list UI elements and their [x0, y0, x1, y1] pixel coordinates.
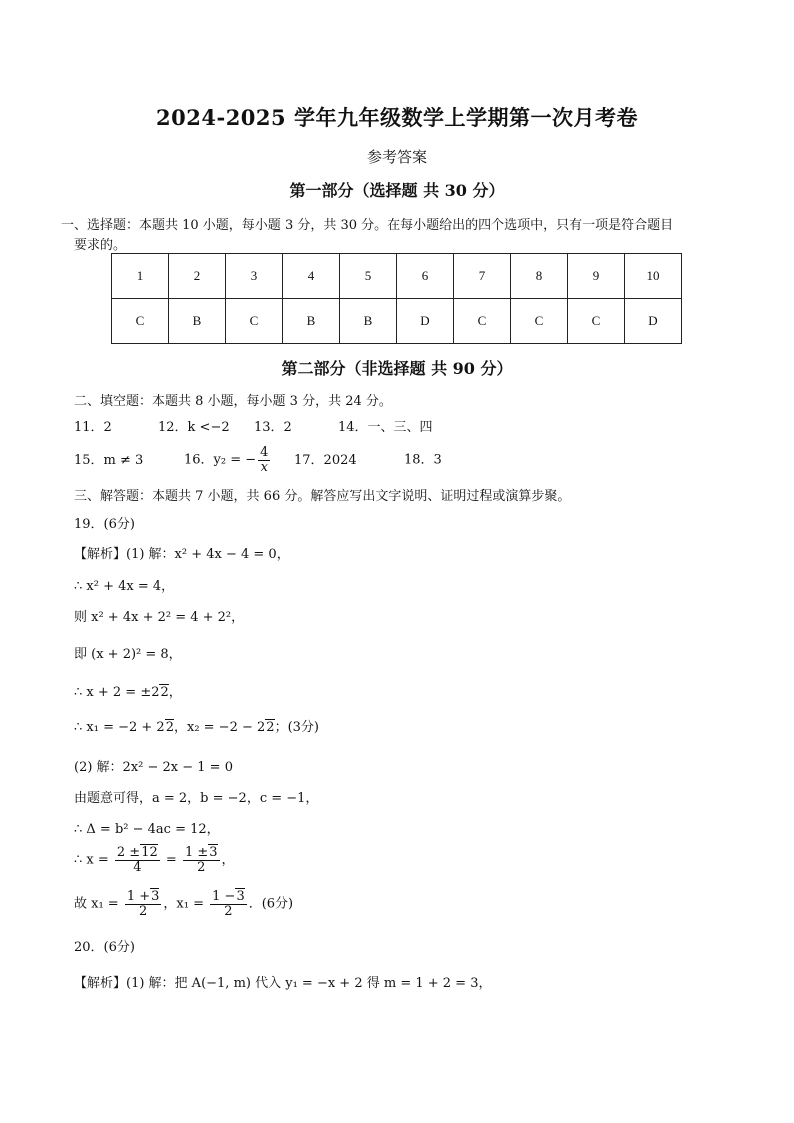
square-root: 3: [236, 889, 245, 904]
q19-line-10-suffix: ，: [221, 852, 235, 868]
table-cell: B: [283, 299, 340, 344]
table-cell: D: [397, 299, 454, 344]
fraction: [210, 890, 247, 918]
table-cell: C: [511, 299, 568, 344]
square-root: 3: [151, 889, 160, 904]
q19-line-10: [74, 846, 235, 874]
q19-line-11-suffix: ．(6分): [248, 896, 294, 912]
table-cell: 1: [112, 254, 169, 299]
q19-line-3: 则 x² + 4x + 2² = 4 + 2²，: [74, 610, 245, 625]
table-cell: 3: [226, 254, 283, 299]
table-cell: C: [568, 299, 625, 344]
q19-line-4: 即 (x + 2)² = 8，: [74, 647, 182, 662]
fill-answer-16: [184, 446, 294, 474]
q20-label: 20．(6分): [74, 940, 135, 955]
choice-answer-table: [111, 253, 682, 344]
q19-line-9: ∴ Δ = b² − 4ac = 12，: [74, 822, 220, 837]
fraction-numerator: [183, 846, 220, 861]
fraction: [183, 846, 220, 874]
fill-row-2: [74, 446, 442, 474]
square-root: 2: [160, 685, 169, 700]
page-title: 2024-2025 学年九年级数学上学期第一次月考卷: [156, 105, 638, 130]
fraction-denominator: x: [260, 459, 268, 475]
q19-line-6: [74, 716, 319, 735]
table-cell: 4: [283, 254, 340, 299]
fraction-numerator: [125, 890, 162, 905]
table-cell: 5: [340, 254, 397, 299]
fraction: [258, 446, 270, 474]
fill-answer-14: 14．一、三、四: [338, 420, 433, 435]
fraction: [125, 890, 162, 918]
q19-line-11-mid: ，x₁ =: [163, 896, 204, 912]
fraction-numerator: [115, 846, 160, 861]
square-root: 2: [165, 720, 174, 735]
table-cell: 10: [625, 254, 682, 299]
q19-line-6-b: ，x₂ = −2 − 2: [173, 720, 266, 735]
q19-line-1: 【解析】(1) 解：x² + 4x − 4 = 0，: [74, 547, 290, 562]
fraction-denominator: 2: [138, 903, 148, 919]
q19-line-5-suffix: ，: [168, 685, 182, 700]
fill-answer-11: 11．2: [74, 420, 112, 435]
table-cell: 2: [169, 254, 226, 299]
q19-label: 19．(6分): [74, 517, 135, 532]
q19-line-10-prefix: ∴ x =: [74, 852, 109, 868]
table-row-numbers: [112, 254, 682, 299]
fill-answer-18: 18．3: [404, 452, 442, 468]
table-cell: 7: [454, 254, 511, 299]
square-root: 2: [266, 720, 275, 735]
part1-heading: 第一部分（选择题 共 30 分）: [289, 181, 505, 200]
q19-line-6-c: ；(3分): [274, 720, 319, 735]
table-cell: 9: [568, 254, 625, 299]
fraction-denominator: 4: [133, 859, 142, 875]
table-cell: C: [226, 299, 283, 344]
q20-line-1: 【解析】(1) 解：把 A(−1, m) 代入 y₁ = −x + 2 得 m = 1 + 2 = 3，: [74, 976, 492, 991]
fill-row-1: [74, 416, 433, 435]
fill-answer-16-prefix: 16．y₂ = −: [184, 452, 257, 468]
fill-answer-13: 13．2: [254, 420, 292, 435]
table-cell: 6: [397, 254, 454, 299]
page-subtitle: 参考答案: [366, 148, 427, 166]
numerator-text: 1 −: [212, 889, 236, 904]
equals-sign: =: [165, 852, 177, 868]
numerator-text: 1 ±: [184, 845, 209, 860]
fraction-denominator: 2: [197, 859, 206, 875]
square-root: 12: [141, 845, 158, 860]
part2-heading: 第二部分（非选择题 共 90 分）: [281, 359, 513, 378]
table-cell: C: [454, 299, 511, 344]
table-cell: B: [169, 299, 226, 344]
q19-line-11: [74, 890, 293, 918]
part1-instruction-line1: 一、选择题：本题共 10 小题，每小题 3 分，共 30 分。在每小题给出的四个选项中，只有一项是符合题目: [61, 218, 674, 233]
fill-instruction: 二、填空题：本题共 8 小题，每小题 3 分，共 24 分。: [74, 394, 392, 409]
table-cell: C: [112, 299, 169, 344]
q19-line-5-prefix: ∴ x + 2 = ±2: [74, 685, 160, 700]
table-cell: D: [625, 299, 682, 344]
q19-line-6-a: ∴ x₁ = −2 + 2: [74, 720, 165, 735]
fill-answer-15: 15．m ≠ 3: [74, 452, 144, 468]
numerator-text: 1 +: [126, 889, 151, 904]
q19-line-8: 由题意可得，a = 2，b = −2，c = −1，: [74, 791, 319, 806]
fill-answer-12: 12．k <−2: [158, 420, 230, 435]
part1-instruction-line2: 要求的。: [74, 238, 127, 253]
numerator-text: 2 ±: [116, 845, 141, 860]
solve-instruction: 三、解答题：本题共 7 小题，共 66 分。解答应写出文字说明、证明过程或演算步聚。: [74, 489, 571, 504]
square-root: 3: [209, 845, 218, 860]
fraction-numerator: 4: [260, 445, 269, 460]
q19-line-11-prefix: 故 x₁ =: [74, 896, 119, 912]
table-row-answers: [112, 299, 682, 344]
fraction-numerator: [210, 890, 247, 905]
table-cell: 8: [511, 254, 568, 299]
fraction-denominator: 2: [224, 903, 233, 919]
q19-line-5: [74, 681, 182, 700]
q19-line-2: ∴ x² + 4x = 4，: [74, 579, 175, 594]
fill-answer-17: 17．2024: [294, 452, 357, 468]
table-cell: B: [340, 299, 397, 344]
fraction: [115, 846, 160, 874]
q19-line-7: (2) 解：2x² − 2x − 1 = 0: [74, 760, 233, 775]
